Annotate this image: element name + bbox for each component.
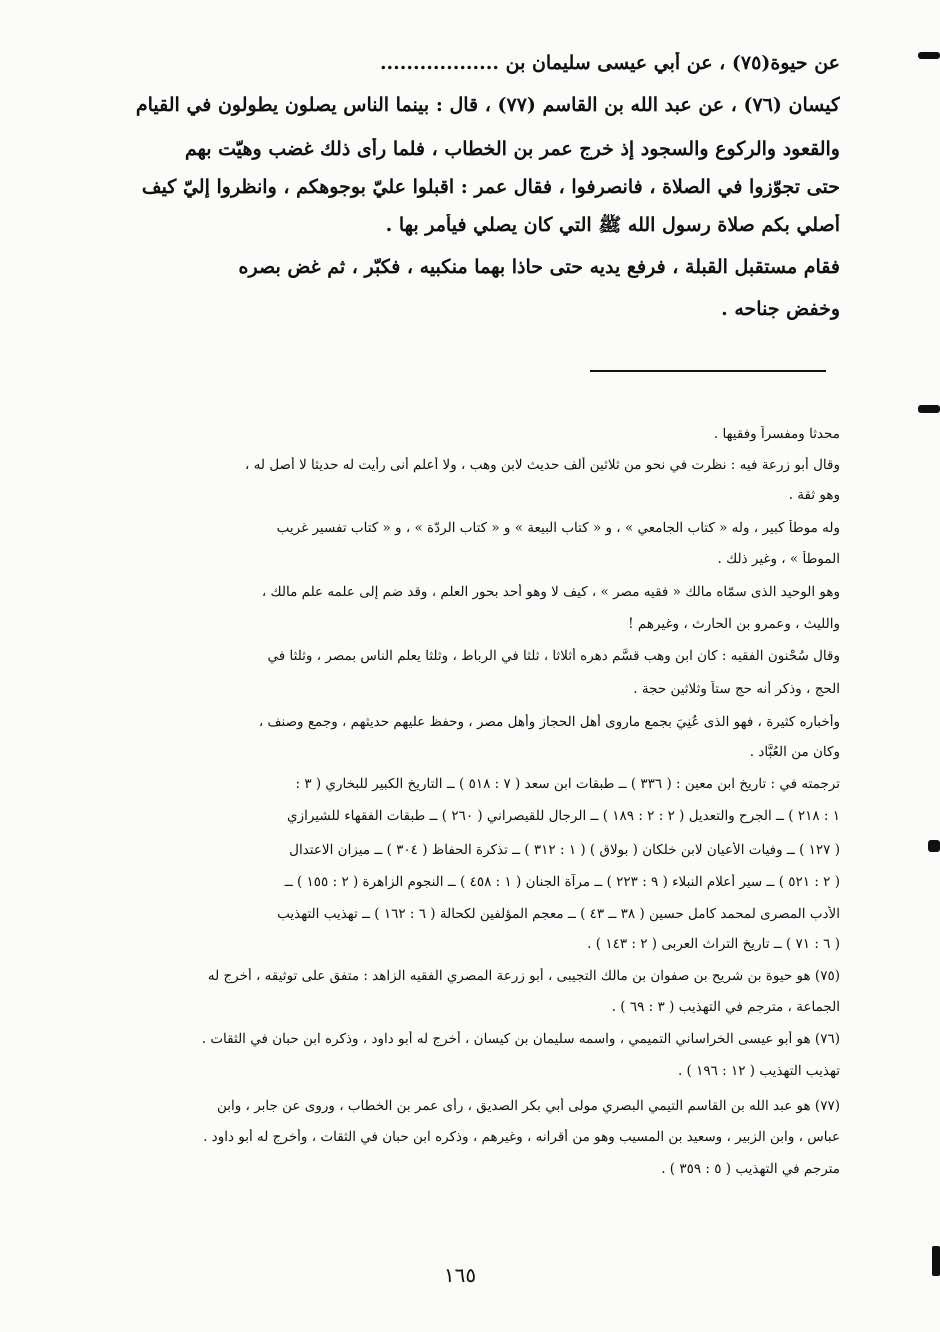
footnote-line: وكان من العُبَّاد . [749, 744, 840, 760]
footnote-line: وهو ثقة . [788, 487, 840, 503]
footnote-line: الجماعة ، مترجم في التهذيب ( ٣ : ٦٩ ) . [611, 999, 840, 1015]
footnote-line: الأدب المصرى لمحمد كامل حسين ( ٣٨ ــ ٤٣ ) ــ معجم المؤلفين لكحالة ( ٦ : ١٦٢ ) ــ تهذيب التهذيب [277, 906, 840, 922]
scan-mark-lower [928, 840, 940, 852]
footnote-line: والليث ، وعمرو بن الحارث ، وغيرهم ! [628, 616, 840, 632]
footnote-line: (٧٧) هو عبد الله بن القاسم التيمي البصري مولى أبي بكر الصديق ، رأى عمر بن الخطاب ، وروى عن جابر ، وابن [216, 1098, 840, 1114]
footnote-line: وأخباره كثيرة ، فهو الذى عُنِيَ بجمع ماروى أهل الحجاز وأهل مصر ، وحفظ عليهم حديثهم ، وجمع وصنف ، [258, 714, 840, 730]
footnote-line: ( ٦ : ٧١ ) ــ تاريخ التراث العربى ( ٢ : ١٤٣ ) . [587, 936, 840, 952]
footnote-line: وقال سُحْنون الفقيه : كان ابن وهب قسَّم دهره أثلاثا ، ثلثا في الرباط ، وثلثا يعلم الناس بمصر ، وثلثا في [267, 648, 840, 664]
main-text-line-7: وخفض جناحه . [721, 298, 840, 320]
footnote-line: وله موطأ كبير ، وله « كتاب الجامعي » ، و « كتاب البيعة » و « كتاب الرِدّة » ، و « كتاب تفسير غريب [276, 520, 840, 536]
footnote-line: ( ٢ : ٥٢١ ) ــ سير أعلام النبلاء ( ٩ : ٢٢٣ ) ــ مرآة الجنان ( ١ : ٤٥٨ ) ــ النجوم الزاهرة ( ٢ : ١٥٥ ) ــ [284, 874, 840, 890]
footnote-line: وقال أبو زرعة فيه : نظرت في نحو من ثلاثين ألف حديث لابن وهب ، ولا أعلم أنى رأيت له حديثا لا أصل له ، [245, 457, 840, 473]
main-text-line-1: عن حيوة(٧٥) ، عن أبي عيسى سليمان بن .................. [379, 52, 840, 74]
footnote-line: ( ١٢٧ ) ــ وفيات الأعيان لابن خلكان ( بولاق ) ( ١ : ٣١٢ ) ــ تذكرة الحفاظ ( ٣٠٤ ) ــ ميزان الاعتدال [289, 842, 840, 858]
footnote-line: (٧٥) هو حيوة بن شريح بن صفوان بن مالك التجيبى ، أبو زرعة المصري الفقيه الزاهد : متفق على توثيقه ، أخرج له [207, 968, 840, 984]
footnote-line: الحج ، وذكر أنه حج ستاً وثلاثين حجة . [633, 681, 840, 697]
footnote-line: ١ : ٢١٨ ) ــ الجرح والتعديل ( ٢ : ٢ : ١٨٩ ) ــ الرجال للقيصراني ( ٢٦٠ ) ــ طبقات الفقهاء للشيرازي [287, 808, 840, 824]
main-text-line-3: والقعود والركوع والسجود إذ خرج عمر بن الخطاب ، فلما رأى ذلك غضب وهيّت بهم [184, 138, 840, 160]
footnote-line: عباس ، وابن الزبير ، وسعيد بن المسيب وهو من أقرانه ، وغيرهم ، وذكره ابن حبان في الثقات ، وأخرج له أبو داود . [203, 1129, 840, 1145]
footnote-line: ترجمته في : تاريخ ابن معين : ( ٣٣٦ ) ــ طبقات ابن سعد ( ٧ : ٥١٨ ) ــ التاريخ الكبير للبخاري ( ٣ : [295, 776, 840, 792]
footnote-line: مترجم في التهذيب ( ٥ : ٣٥٩ ) . [661, 1161, 840, 1177]
footnote-line: (٧٦) هو أبو عيسى الخراساني التميمي ، واسمه سليمان بن كيسان ، أخرج له أبو داود ، وذكره ابن حبان في الثقات . [201, 1031, 840, 1047]
footnote-line: محدثا ومفسراً وفقيها . [713, 426, 840, 442]
footnote-separator [590, 370, 826, 372]
main-text-line-2: كيسان (٧٦) ، عن عبد الله بن القاسم (٧٧) ، قال : بينما الناس يصلون يطولون في القيام [135, 94, 840, 116]
page-number: ١٦٥ [443, 1263, 477, 1287]
scan-mark-bottom [932, 1246, 940, 1276]
main-text-line-6: فقام مستقبل القبلة ، فرفع يديه حتى حاذا بهما منكبيه ، فكبّر ، ثم غض بصره [238, 256, 840, 278]
main-text-line-5: أصلي بكم صلاة رسول الله ﷺ التي كان يصلي فيأمر بها . [385, 214, 840, 236]
footnote-line: الموطأ » ، وغير ذلك . [717, 551, 840, 567]
footnote-line: تهذيب التهذيب ( ١٢ : ١٩٦ ) . [677, 1063, 840, 1079]
main-text-line-4: حتى تجوّزوا في الصلاة ، فانصرفوا ، فقال عمر : اقبلوا عليّ بوجوهكم ، وانظروا إليّ كيف [141, 176, 840, 198]
footnote-line: وهو الوحيد الذى سمّاه مالك « فقيه مصر » ، كيف لا وهو أحد بحور العلم ، وقد ضم إلى علمه علم مالك ، [261, 584, 840, 600]
scan-mark-middle [918, 405, 940, 413]
scan-mark-top [918, 52, 940, 59]
